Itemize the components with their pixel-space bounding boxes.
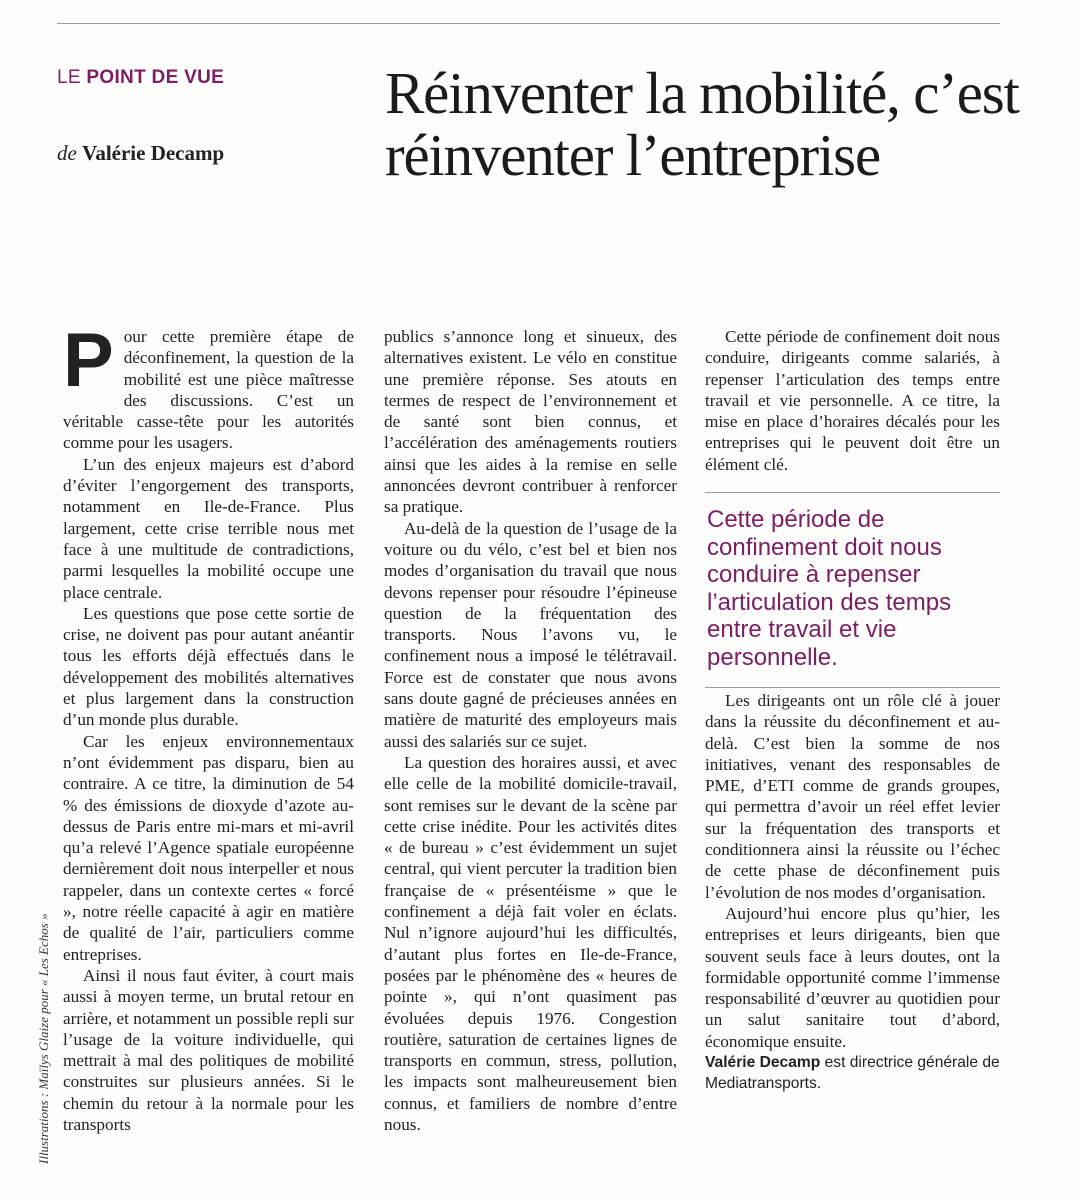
article-title: Réinventer la mobilité, c’est réinventer l’entreprise bbox=[385, 60, 1019, 188]
author-bio bbox=[705, 1052, 1000, 1094]
paragraph: Au-delà de la question de l’usage de la voiture ou du vélo, c’est bel et bien nos modes d’organisation du travail que nous devons repenser pour résoudre l’épineuse question de la fréquentation des transports. Nous l’avons vu, le confinement nous a imposé le télétravail. Force est de constater que nous avons sans doute gagné de précieuses années en matière de maturité des employeurs mais aussi des salariés sur ce sujet. bbox=[384, 518, 677, 751]
article-column-2 bbox=[384, 326, 677, 1135]
bio-text: est directrice générale de Mediatransports. bbox=[705, 1054, 1000, 1093]
paragraph: Ainsi il nous faut éviter, à court mais aussi à moyen terme, un brutal retour en arrière, et notamment un possible repli sur l’usage de la voiture individuelle, qui mettrait à mal des politiques de mobilité construites sur plusieurs années. Si le chemin du retour à la normale pour les transports bbox=[63, 965, 354, 1134]
pullquote-rule-top bbox=[705, 492, 1000, 493]
byline-prefix: de bbox=[57, 141, 83, 165]
paragraph: L’un des enjeux majeurs est d’abord d’éviter l’engorgement des transports, notamment en Ile-de-France. Plus largement, cette crise terrible nous met face à une multitude de contradictions, parmi lesquelles la mobilité occupe une place centrale. bbox=[63, 454, 354, 602]
paragraph-text: our cette première étape de déconfinement, la question de la mobilité est une pièce maîtresse des discussions. C’est un véritable casse-tête pour les autorités comme pour les usagers. bbox=[63, 327, 354, 453]
kicker-bold: POINT DE VUE bbox=[86, 67, 225, 88]
paragraph bbox=[63, 318, 354, 454]
paragraph: publics s’annonce long et sinueux, des alternatives existent. Le vélo en constitue une première réponse. Ses atouts en termes de respect de l’environnement et de santé sont bien connus, et l’accélération des aménagements routiers ainsi que les aides à la remise en selle annoncées devront contribuer à renforcer sa pratique. bbox=[384, 327, 677, 517]
article-column-3-top bbox=[705, 326, 1000, 475]
paragraph: Les dirigeants ont un rôle clé à jouer dans la réussite du déconfinement et au-delà. C’est bien la somme de nos initiatives, venant des responsables de PME, d’ETI comme de grands groupes, qui permettra d’avoir un réel effet levier sur la fréquentation des transports et conditionnera ainsi la réussite ou l’échec de cette phase de déconfinement puis l’évolution de nos modes d’organisation. bbox=[705, 691, 1000, 902]
article-column-3-bottom bbox=[705, 690, 1000, 1094]
byline bbox=[57, 141, 224, 166]
paragraph: Les questions que pose cette sortie de crise, ne doivent pas pour autant anéantir tous les efforts déjà effectués dans le développement des mobilités alternatives et plus largement dans la construction d’un monde plus durable. bbox=[63, 603, 354, 730]
paragraph: Car les enjeux environnementaux n’ont évidemment pas disparu, bien au contraire. A ce titre, la diminution de 54 % des émissions de dioxyde d’azote au-dessus de Paris entre mi-mars et mi-avril qu’a relevé l’Agence spatiale européenne dernièrement doit nous interpeller et nous rappeler, dans un contexte certes « forcé », notre réelle capacité à agir en matière de qualité de l’air, particuliers comme entreprises. bbox=[63, 731, 354, 964]
pull-quote: Cette période de confinement doit nous conduire à repenser l’articulation des temps entre travail et vie personnelle. bbox=[707, 506, 952, 671]
paragraph: Cette période de confinement doit nous conduire, dirigeants comme salariés, à repenser l’articulation des temps entre travail et vie personnelle. A ce titre, la mise en place d’horaires décalés pour les entreprises qui le peuvent doit être un élément clé. bbox=[705, 327, 1000, 474]
top-divider bbox=[57, 23, 1000, 24]
article-column-1 bbox=[63, 318, 354, 1135]
kicker-light: LE bbox=[57, 67, 87, 88]
drop-cap: P bbox=[63, 318, 114, 403]
paragraph: Aujourd’hui encore plus qu’hier, les entreprises et leurs dirigeants, bien que souvent seuls face à leurs doutes, ont la formidable opportunité comme l’immense responsabilité d’œuvrer au quotidien pour un salut sanitaire tout d’abord, économique ensuite. bbox=[705, 903, 1000, 1051]
illustration-credit: Illustrations : Maïlys Glaize pour « Les Echos » bbox=[36, 913, 51, 1164]
section-kicker bbox=[57, 66, 237, 89]
byline-author: Valérie Decamp bbox=[82, 141, 225, 165]
pullquote-rule-bottom bbox=[705, 687, 1000, 688]
paragraph: La question des horaires aussi, et avec elle celle de la mobilité domicile-travail, sont remises sur le devant de la scène par cette crise inédite. Pour les activités dites « de bureau » c’est évidemment un sujet central, qui vient percuter la tradition bien française de « présentéisme » que le confinement a déjà fait voler en éclats. Nul n’ignore aujourd’hui les difficultés, d’autant plus fortes en Ile-de-France, posées par le phénomène des « heures de pointe », qui n’ont quasiment pas évoluées depuis 1976. Congestion routière, saturation de certaines lignes de transports en commun, stress, pollution, les impacts sont malheureusement bien connus, et familiers de nombre d’entre nous. bbox=[384, 752, 677, 1134]
bio-name: Valérie Decamp bbox=[705, 1054, 821, 1072]
